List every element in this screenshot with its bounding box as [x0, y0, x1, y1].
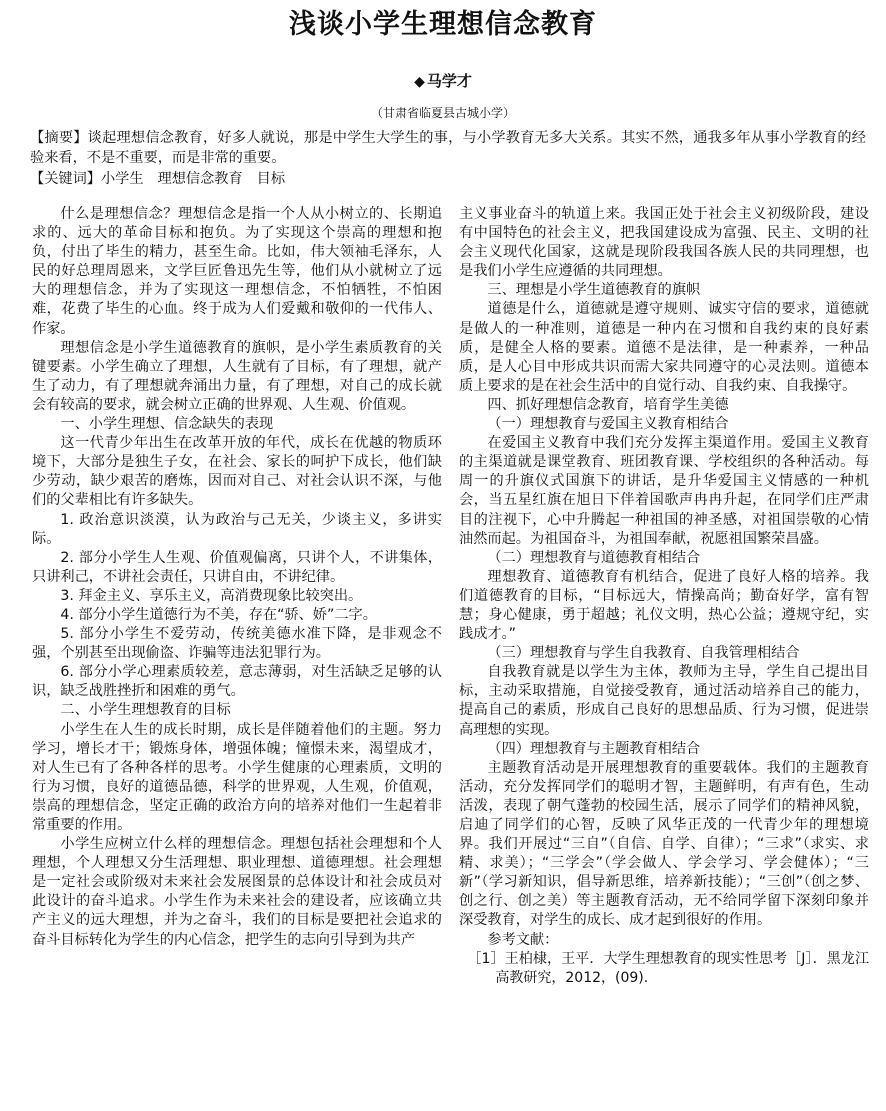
subsection-heading: （四）理想教育与主题教育相结合	[487, 740, 701, 757]
author-name: 马学才	[426, 72, 472, 90]
keywords-label: 【关键词】	[30, 171, 101, 187]
paragraph: 在爱国主义教育中我们充分发挥主渠道作用。爱国主义教育的主渠道就是课堂教育、班团教育课、学校组织的各种活动。每周一的升旗仪式国旗下的讲话，是升华爱国主义情感的一种机会，当五星红旗在旭日下伴着国歌声冉冉升起，在同学们庄严肃目的注视下，心中升腾起一种祖国的神圣感，对祖国崇敬的心情油然而起。为祖国奋斗，为祖国奉献，祝愿祖国繁荣昌盛。	[459, 435, 869, 547]
paragraph: 自我教育就是以学生为主体，教师为主导，学生自己提出目标，主动采取措施，自觉接受教育，通过活动培养自己的能力，提高自己的素质，形成自己良好的思想品质、行为习惯，促进崇高理想的实现。	[459, 664, 869, 738]
paragraph: 道德是什么，道德就是遵守规则、诚实守信的要求，道德就是做人的一种准则，道德是一种内在习惯和自我约束的良好素质，是健全人格的要素。道德不是法律，是一种素养，一种品质，是人心目中形成共识而需大家共同遵守的心灵法则。道德本质上要求的是在社会生活中的自觉行动、自我约束、自我操守。	[459, 301, 869, 394]
paper-title: 浅谈小学生理想信念教育	[289, 9, 597, 40]
keyword: 理想信念教育	[157, 171, 243, 187]
section-heading: 二、小学生理想教育的目标	[60, 702, 231, 719]
left-column	[32, 205, 442, 950]
paragraph: 主义事业奋斗的轨道上来。我国正处于社会主义初级阶段，建设有中国特色的社会主义，把我国建设成为富强、民主、文明的社会主义现代化国家，这就是现阶段我国各族人民的共同理想，也是我们小学生应遵循的共同理想。	[459, 206, 869, 280]
diamond-icon: ◆	[414, 74, 425, 90]
keywords	[30, 169, 866, 189]
abstract-text: 谈起理想信念教育，好多人就说，那是中学生大学生的事，与小学教育无多大关系。其实不然，通我多年从事小学教育的经验来看，不是不重要，而是非常的重要。	[30, 130, 866, 166]
list-item: 1. 政治意识淡漠，认为政治与己无关，少谈主义，多讲实际。	[32, 511, 442, 547]
subsection-heading: （一）理想教育与爱国主义教育相结合	[487, 416, 729, 433]
paragraph: 理想教育、道德教育有机结合，促进了良好人格的培养。我们道德教育的目标，“目标远大，情操高尚；勤奋好学，富有智慧；身心健康，勇于超越；礼仪文明，热心公益；遵规守纪，实践成才。”	[459, 568, 869, 643]
list-item: 2. 部分小学生人生观、价值观偏离，只讲个人，不讲集体，只讲利己，不讲社会责任，只讲自由，不讲纪律。	[32, 549, 442, 585]
section-heading: 四、抓好理想信念教育，培育学生美德	[487, 396, 729, 413]
paragraph: 这一代青少年出生在改革开放的年代，成长在优越的物质环境下，大部分是独生子女，在社会、家长的呵护下成长，他们缺少劳动，缺少艰苦的磨炼，因而对自己、对社会认识不深，与他们的父辈相比有许多缺失。	[32, 435, 442, 509]
subsection-heading: （三）理想教育与学生自我教育、自我管理相结合	[487, 645, 800, 662]
subsection-heading: （二）理想教育与道德教育相结合	[487, 549, 701, 566]
section-heading: 一、小学生理想、信念缺失的表现	[60, 416, 274, 433]
keyword: 目标	[256, 171, 286, 187]
list-item: 6. 部分小学心理素质较差，意志薄弱，对生活缺乏足够的认识，缺乏战胜挫折和困难的勇气。	[32, 664, 442, 700]
paragraph: 主题教育活动是开展理想教育的重要载体。我们的主题教育活动，充分发挥同学们的聪明才智，主题鲜明，有声有色，生动活泼，表现了朝气蓬勃的校园生活，展示了同学们的精神风貌，启迪了同学们的心智，反映了风华正茂的一代青少年的理想境界。我们开展过“三自”（自信、自学、自律）；“三求”（求实、求精、求美）；“三学会”（学会做人、学会学习、学会健体）；“三新”（学习新知识，倡导新思维，培养新技能）；“三创”（创之梦、创之行、创之美）等主题教育活动，无不给同学留下深刻印象并深受教育，对学生的成长、成才起到很好的作用。	[459, 759, 869, 929]
author-line	[0, 70, 886, 91]
references-heading: 参考文献：	[487, 931, 559, 948]
list-item: 5. 部分小学生不爱劳动，传统美德水准下降，是非观念不强，个别甚至出现偷盗、诈骗等违法犯罪行为。	[32, 626, 442, 662]
reference-item: ［1］王柏棣，王平．大学生理想教育的现实性思考［J］．黑龙江高教研究，2012，(09).	[467, 950, 869, 986]
right-column	[459, 205, 869, 988]
paragraph: 什么是理想信念？理想信念是指一个人从小树立的、长期追求的、远大的革命目标和抱负。为了实现这个崇高的理想和抱负，付出了毕生的精力，甚至生命。比如，伟大领袖毛泽东，人民的好总理周恩来，文学巨匠鲁迅先生等，他们从小就树立了远大的理想信念，并为了实现这一理想信念，不怕牺牲，不怕困难，花费了毕生的心血。终于成为人们爱戴和敬仰的一代伟人、作家。	[32, 206, 442, 337]
paragraph: 理想信念是小学生道德教育的旗帜，是小学生素质教育的关键要素。小学生确立了理想，人生就有了目标，有了理想，就产生了动力，有了理想就奔涌出力量，有了理想，对自己的成长就会有较高的要求，就会树立正确的世界观、人生观、价值观。	[32, 339, 442, 413]
abstract	[30, 128, 866, 168]
list-item: 3. 拜金主义、享乐主义，高消费现象比较突出。	[60, 587, 363, 604]
affiliation: （甘肃省临夏县古城小学）	[370, 106, 515, 120]
paragraph: 小学生在人生的成长时期，成长是伴随着他们的主题。努力学习，增长才干；锻炼身体，增强体魄；憧憬未来，渴望成才，对人生已有了各种各样的思考。小学生健康的心理素质，文明的行为习惯，良好的道德品德，科学的世界观，人生观，价值观，崇高的理想信念，坚定正确的政治方向的培养对他们一生起着非常重要的作用。	[32, 721, 442, 833]
keyword: 小学生	[100, 171, 144, 187]
list-item: 4. 部分小学生道德行为不美，存在“骄、娇”二字。	[60, 606, 377, 623]
section-heading: 三、理想是小学生道德教育的旗帜	[487, 282, 701, 299]
abstract-label: 【摘要】	[30, 130, 88, 146]
paragraph: 小学生应树立什么样的理想信念。理想包括社会理想和个人理想，个人理想又分生活理想、职业理想、道德理想。社会理想是一定社会或阶级对未来社会发展图景的总体设计和社会成员对此设计的奋斗追求。小学生作为未来社会的建设者，应该确立共产主义的远大理想，并为之奋斗，我们的目标是要把社会追求的奋斗目标转化为学生的内心信念，把学生的志向引导到为共产	[32, 836, 442, 948]
